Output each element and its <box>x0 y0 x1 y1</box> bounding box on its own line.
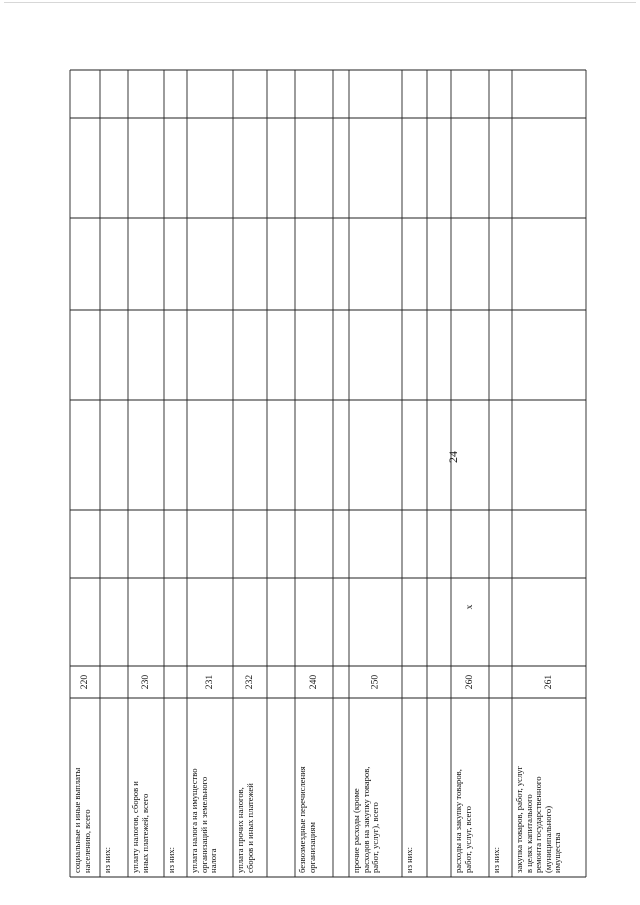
row-label: уплату налогов, сборов и иных платежей, всего <box>130 781 150 873</box>
row-label <box>336 703 348 873</box>
row-code: 260 <box>464 674 475 690</box>
row-label: из них: <box>404 846 414 873</box>
row-label: социальные и иные выплаты населению, всего <box>72 767 92 873</box>
row-label: уплата налога на имущество организаций и земельного налога <box>189 768 219 873</box>
row-label: расходы на закупку товаров, работ, услуг, всего <box>453 769 473 873</box>
row-label: закупка товаров, работ, услуг в целях капитального ремонта государственного (муниципального) имущества <box>514 765 563 873</box>
row-code: 240 <box>308 674 319 690</box>
row-code: 220 <box>79 674 90 690</box>
page-number: 24 <box>446 451 460 463</box>
row-label: из них: <box>166 846 176 873</box>
row-code: 250 <box>369 674 381 690</box>
row-label: уплата прочих налогов, сборов и иных платежей <box>235 783 255 873</box>
row-label <box>270 703 294 873</box>
row-code: 230 <box>140 674 151 690</box>
row-code: 261 <box>543 674 554 690</box>
row-label: прочие расходы (кроме расходов на закупку товаров, работ, услуг), всего <box>351 766 381 873</box>
row-label: безвозмездные перечисления организациям <box>297 766 317 873</box>
row-label: из них: <box>491 846 501 873</box>
row-code: 231 <box>204 674 215 690</box>
row-label: из них: <box>102 846 112 873</box>
row-code: 232 <box>244 674 255 690</box>
row-mark: x <box>464 604 475 610</box>
row-label <box>430 703 450 873</box>
